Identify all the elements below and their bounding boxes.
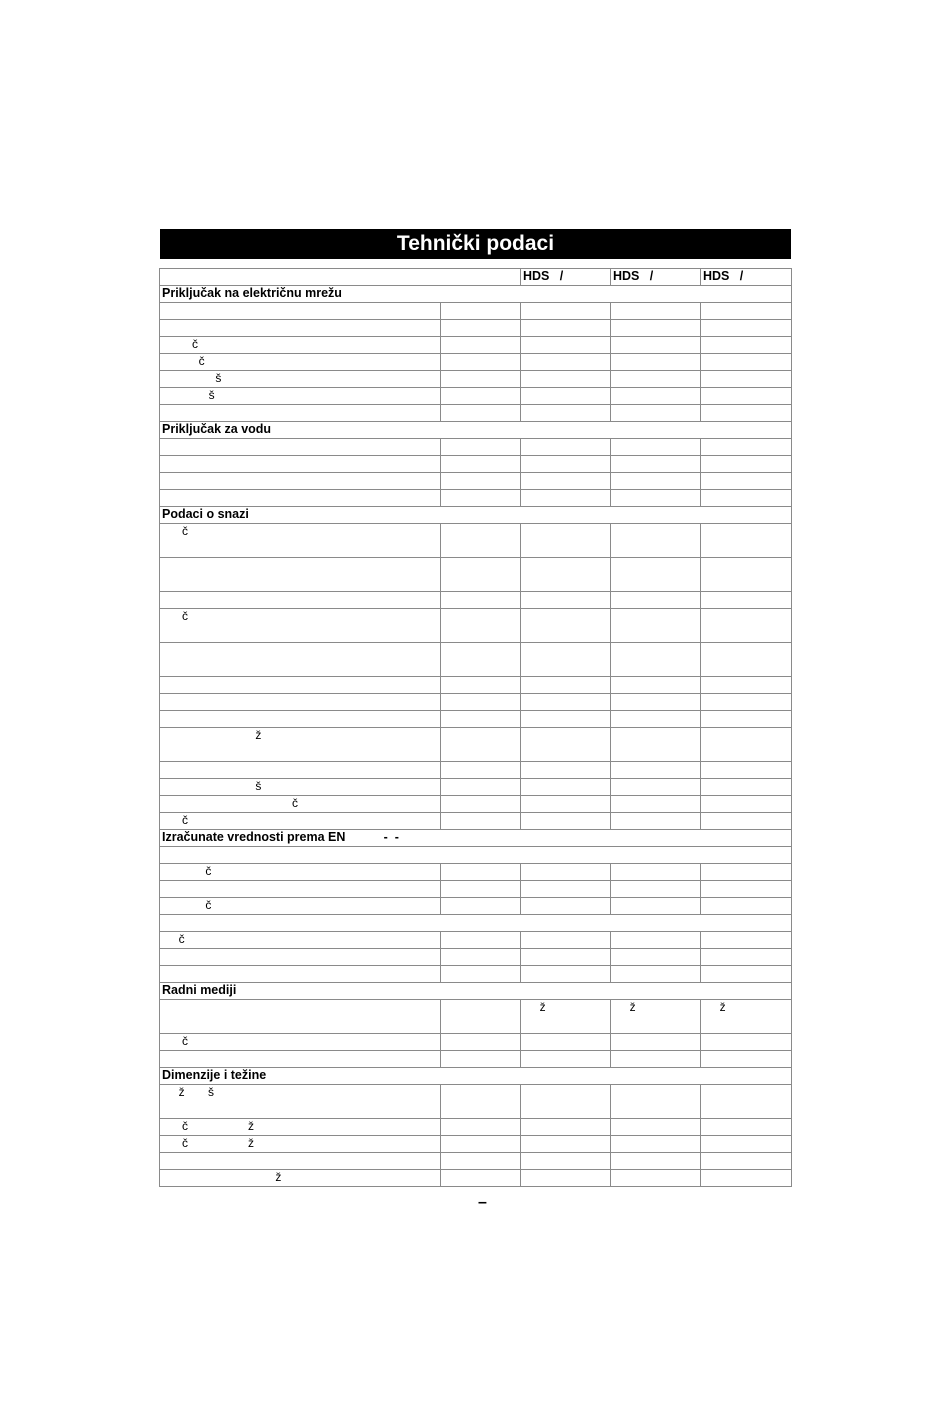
table-row (160, 609, 792, 643)
table-cell (441, 932, 521, 949)
table-row (160, 1119, 792, 1136)
row-label (160, 473, 441, 490)
table-row (160, 813, 792, 830)
table-cell (701, 949, 792, 966)
table-cell (441, 762, 521, 779)
table-cell (611, 320, 701, 337)
table-row (160, 1051, 792, 1068)
table-row (160, 473, 792, 490)
table-cell (701, 1051, 792, 1068)
table-cell (521, 320, 611, 337)
row-label: č (160, 864, 441, 881)
table-cell (701, 898, 792, 915)
table-cell (701, 711, 792, 728)
table-cell (441, 881, 521, 898)
table-row (160, 524, 792, 558)
table-row (160, 796, 792, 813)
row-label: č (160, 898, 441, 915)
table-cell (611, 728, 701, 762)
table-cell (441, 371, 521, 388)
section-row (160, 422, 792, 439)
row-label (160, 677, 441, 694)
table-cell (521, 388, 611, 405)
table-cell (441, 864, 521, 881)
table-cell (611, 694, 701, 711)
table-cell (441, 1119, 521, 1136)
table-cell (441, 1034, 521, 1051)
row-label (160, 1000, 441, 1034)
table-cell (611, 354, 701, 371)
table-row (160, 490, 792, 507)
table-row (160, 592, 792, 609)
table-cell (701, 1034, 792, 1051)
table-row (160, 558, 792, 592)
table-cell (521, 1051, 611, 1068)
table-row (160, 337, 792, 354)
table-cell (701, 490, 792, 507)
table-cell (611, 371, 701, 388)
table-cell (441, 439, 521, 456)
table-cell (521, 558, 611, 592)
table-cell (521, 1136, 611, 1153)
table-cell (611, 1051, 701, 1068)
table-cell (441, 643, 521, 677)
table-cell (611, 1085, 701, 1119)
table-cell (521, 881, 611, 898)
row-label (160, 456, 441, 473)
row-label: č (160, 932, 441, 949)
table-cell (611, 898, 701, 915)
table-cell (611, 762, 701, 779)
table-cell (441, 456, 521, 473)
table-cell (521, 1034, 611, 1051)
table-cell (701, 762, 792, 779)
row-label: č ž (160, 1119, 441, 1136)
table-cell (701, 966, 792, 983)
row-label: č (160, 609, 441, 643)
table-cell (521, 1119, 611, 1136)
table-cell (441, 1153, 521, 1170)
table-cell (521, 524, 611, 558)
table-row (160, 1170, 792, 1187)
table-row (160, 915, 792, 932)
table-row (160, 966, 792, 983)
row-label: ž (160, 728, 441, 762)
table-row (160, 456, 792, 473)
row-label: č (160, 813, 441, 830)
row-label (160, 1153, 441, 1170)
table-cell (611, 677, 701, 694)
table-cell (521, 1153, 611, 1170)
table-cell (521, 813, 611, 830)
table-cell (611, 864, 701, 881)
table-cell (701, 337, 792, 354)
table-cell (441, 337, 521, 354)
row-label (160, 762, 441, 779)
table-cell (441, 677, 521, 694)
table-cell (701, 677, 792, 694)
row-label (160, 1051, 441, 1068)
table-cell (701, 303, 792, 320)
table-cell (611, 405, 701, 422)
table-cell (611, 490, 701, 507)
header-blank (160, 269, 521, 286)
table-cell (701, 609, 792, 643)
table-cell (611, 592, 701, 609)
section-row (160, 830, 792, 847)
table-cell (611, 1170, 701, 1187)
table-cell (521, 371, 611, 388)
table-cell (441, 524, 521, 558)
table-cell (701, 388, 792, 405)
table-row (160, 303, 792, 320)
table-cell (521, 643, 611, 677)
table-cell (701, 1153, 792, 1170)
table-cell (701, 694, 792, 711)
table-row (160, 1136, 792, 1153)
table-cell: ž (521, 1000, 611, 1034)
row-label (160, 592, 441, 609)
table-cell (611, 473, 701, 490)
table-cell (521, 456, 611, 473)
table-cell (441, 303, 521, 320)
row-label: č ž (160, 1136, 441, 1153)
table-row (160, 779, 792, 796)
table-cell (611, 1153, 701, 1170)
table-row (160, 864, 792, 881)
table-cell (701, 320, 792, 337)
table-row (160, 677, 792, 694)
table-cell (701, 405, 792, 422)
table-row (160, 439, 792, 456)
table-row (160, 354, 792, 371)
table-cell (701, 558, 792, 592)
table-cell (611, 1034, 701, 1051)
table-row (160, 643, 792, 677)
section-heading: Podaci o snazi (160, 507, 792, 524)
table-row (160, 949, 792, 966)
table-cell (521, 490, 611, 507)
table-cell (521, 609, 611, 643)
table-cell (611, 779, 701, 796)
table-cell (521, 864, 611, 881)
page-title: Tehnički podaci (160, 229, 791, 259)
row-label: č (160, 354, 441, 371)
row-label (160, 490, 441, 507)
table-cell (521, 1085, 611, 1119)
table-cell (701, 439, 792, 456)
table-cell (521, 728, 611, 762)
table-cell (521, 677, 611, 694)
table-cell (611, 966, 701, 983)
table-cell (701, 1119, 792, 1136)
table-cell (441, 898, 521, 915)
table-cell (701, 728, 792, 762)
table-cell (701, 524, 792, 558)
table-row (160, 405, 792, 422)
table-cell (521, 949, 611, 966)
row-label: ž š (160, 1085, 441, 1119)
table-row (160, 881, 792, 898)
row-label: č (160, 1034, 441, 1051)
table-row (160, 711, 792, 728)
table-cell (441, 694, 521, 711)
table-cell (611, 813, 701, 830)
table-cell (611, 609, 701, 643)
table-cell (701, 643, 792, 677)
table-cell (521, 405, 611, 422)
table-cell (441, 813, 521, 830)
section-row (160, 1068, 792, 1085)
table-cell (701, 796, 792, 813)
table-cell (521, 779, 611, 796)
table-cell (441, 320, 521, 337)
table-cell (521, 303, 611, 320)
table-cell (441, 558, 521, 592)
section-row (160, 983, 792, 1000)
table-row (160, 694, 792, 711)
table-cell (611, 1136, 701, 1153)
table-cell (521, 932, 611, 949)
table-cell (441, 592, 521, 609)
section-row (160, 507, 792, 524)
section-heading: Priključak za vodu (160, 422, 792, 439)
table-cell (521, 796, 611, 813)
table-cell (701, 592, 792, 609)
table-row (160, 1153, 792, 1170)
section-heading: Radni mediji (160, 983, 792, 1000)
table-row (160, 1085, 792, 1119)
table-cell (611, 881, 701, 898)
table-cell (611, 932, 701, 949)
table-header-row (160, 269, 792, 286)
table-cell (701, 1085, 792, 1119)
row-label: š (160, 371, 441, 388)
model-header: HDS / (611, 269, 701, 286)
table-cell (521, 711, 611, 728)
table-row (160, 371, 792, 388)
table-cell: ž (701, 1000, 792, 1034)
section-heading: Priključak na električnu mrežu (160, 286, 792, 303)
table-row (160, 728, 792, 762)
table-row (160, 1000, 792, 1034)
table-cell (521, 354, 611, 371)
table-cell (701, 881, 792, 898)
table-cell (701, 932, 792, 949)
table-cell (441, 1000, 521, 1034)
table-cell (441, 1085, 521, 1119)
table-cell (441, 1170, 521, 1187)
table-cell (701, 1136, 792, 1153)
row-label (160, 949, 441, 966)
table-cell (701, 456, 792, 473)
table-cell (611, 711, 701, 728)
table-row (160, 932, 792, 949)
table-cell (521, 762, 611, 779)
row-label (160, 439, 441, 456)
table-cell (611, 643, 701, 677)
table-cell (701, 371, 792, 388)
row-label: č (160, 796, 441, 813)
row-label: č (160, 524, 441, 558)
table-cell (701, 473, 792, 490)
row-label (160, 405, 441, 422)
table-row (160, 762, 792, 779)
table-cell (611, 388, 701, 405)
table-cell (521, 439, 611, 456)
row-label (160, 558, 441, 592)
table-cell (441, 490, 521, 507)
row-label (160, 694, 441, 711)
table-cell (521, 473, 611, 490)
table-cell (611, 1119, 701, 1136)
row-label (160, 303, 441, 320)
table-row (160, 1034, 792, 1051)
table-cell (441, 473, 521, 490)
row-label (160, 643, 441, 677)
table-cell (521, 1170, 611, 1187)
table-cell (441, 779, 521, 796)
table-row (160, 320, 792, 337)
table-cell: ž (611, 1000, 701, 1034)
model-header: HDS / (521, 269, 611, 286)
table-cell (441, 609, 521, 643)
row-label (160, 966, 441, 983)
section-heading: Dimenzije i težine (160, 1068, 792, 1085)
spec-table (159, 268, 792, 1187)
table-cell (611, 337, 701, 354)
table-row (160, 388, 792, 405)
row-label: š (160, 779, 441, 796)
table-cell (611, 303, 701, 320)
table-row (160, 898, 792, 915)
section-row (160, 286, 792, 303)
row-label (160, 711, 441, 728)
page-footer: – (478, 1194, 487, 1211)
table-cell (611, 456, 701, 473)
table-cell (441, 966, 521, 983)
row-label: š (160, 388, 441, 405)
table-cell (441, 405, 521, 422)
table-cell (701, 1170, 792, 1187)
table-cell (611, 558, 701, 592)
table-cell (441, 949, 521, 966)
table-cell (521, 898, 611, 915)
row-label (160, 881, 441, 898)
table-cell (611, 796, 701, 813)
table-cell (611, 439, 701, 456)
table-row (160, 847, 792, 864)
table-cell (611, 524, 701, 558)
table-cell (701, 779, 792, 796)
row-label: č (160, 337, 441, 354)
table-cell (521, 592, 611, 609)
table-cell (441, 1051, 521, 1068)
table-cell (441, 728, 521, 762)
table-cell (441, 354, 521, 371)
table-cell (160, 915, 792, 932)
row-label (160, 320, 441, 337)
section-heading: Izračunate vrednosti prema EN - - (160, 830, 792, 847)
table-cell (521, 337, 611, 354)
table-cell (441, 711, 521, 728)
table-cell (701, 354, 792, 371)
table-cell (701, 864, 792, 881)
table-cell (521, 966, 611, 983)
table-cell (441, 388, 521, 405)
model-header: HDS / (701, 269, 792, 286)
table-cell (701, 813, 792, 830)
table-cell (521, 694, 611, 711)
table-cell (441, 1136, 521, 1153)
table-cell (611, 949, 701, 966)
row-label: ž (160, 1170, 441, 1187)
table-cell (441, 796, 521, 813)
table-cell (160, 847, 792, 864)
